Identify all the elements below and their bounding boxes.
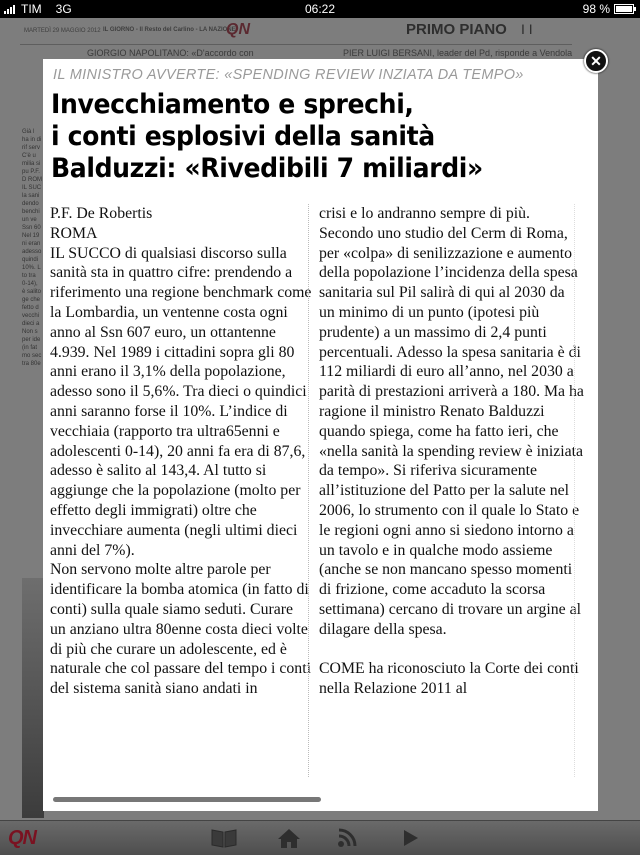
battery-percent: 98 % xyxy=(582,2,610,16)
battery-fill xyxy=(616,6,632,12)
background-photo xyxy=(22,578,44,818)
side-column-text: Già l ha in di rif serv C'è u milia si pu P.F. D ROM IL SUC la sani dendo benchi un ve Ssn 60 Nel 19 ni eran adesso quindi 10%. L to tra 0-14), è salito ge che fetto d vecchi dieci a Non s per ide (in fat mo sec tra 80e xyxy=(22,129,42,367)
home-icon[interactable] xyxy=(276,827,302,855)
article-column-1 xyxy=(50,204,312,699)
article-paragraph: COME ha riconosciuto la Corte dei conti nella Relazione 2011 al xyxy=(319,660,579,698)
qn-logo[interactable]: QN xyxy=(8,827,36,849)
teaser-right: PIER LUIGI BERSANI, leader del Pd, risponde a Vendola xyxy=(343,48,573,58)
close-icon: ✕ xyxy=(590,53,602,69)
battery-icon xyxy=(614,4,634,14)
status-bar xyxy=(0,0,640,18)
horizontal-scrollbar[interactable] xyxy=(53,797,321,802)
article-headline xyxy=(51,89,553,185)
book-icon[interactable] xyxy=(210,827,238,855)
article-column-2 xyxy=(319,204,584,699)
headline-line: Invecchiamento e sprechi, xyxy=(51,89,414,120)
headline-line: i conti esplosivi della sanità xyxy=(51,121,435,152)
article-paragraph: Non servono molte altre parole per identificare la bomba atomica (in fatto di conti) sulla quale siamo seduti. Curare un anziano ultra 80enne costa dieci volte di più che curare un adolescente, ed è naturale che col passare del tempo i conti del sistema sanità siano andati in xyxy=(50,561,311,698)
section-title: PRIMO PIANO xyxy=(406,21,507,38)
newspaper-logo: QN xyxy=(226,21,250,38)
article-paragraph: crisi e lo andranno sempre di più. Secondo uno studio del Cerm di Roma, per «colpa» di senilizzazione e aumento della popolazione l’incidenza della spesa sanitaria sul Pil salirà di qui al 2030 da un minimo di un punto (ipotesi più prudente) a un massimo di 2,4 punti percentuali. Adesso la spesa sanitaria è di 112 miliardi di euro all’anno, nel 2030 a parità di prestazioni arriverà a 180. Ma ha ragione il ministro Renato Balduzzi quando spiega, come ha fatto ieri, che «nella sanità la spending review è iniziata da tempo». Si riferiva sicuramente all’istituzione del Patto per la salute nel 2006, lo strumento con il quale lo Stato e le regioni ogni anno si siedono intorno a un tavolo e in qualche modo assieme (anche se non mancano spesso momenti di frizione, come accaduto la scorsa settimana) cercano di trovare un argine al dilagare della spesa. xyxy=(319,205,584,638)
section-mark: I I xyxy=(521,21,533,37)
carrier: TIM xyxy=(21,2,42,16)
newspaper-titles: IL GIORNO - Il Resto del Carlino - LA NAZIONE xyxy=(103,27,236,33)
newspaper-date: MARTEDÌ 29 MAGGIO 2012 xyxy=(24,28,101,34)
article-kicker: IL MINISTRO AVVERTE: «SPENDING REVIEW INZIATA DA TEMPO» xyxy=(53,67,524,83)
clock: 06:22 xyxy=(304,2,336,16)
column-divider xyxy=(308,204,309,777)
article-modal xyxy=(43,59,598,811)
headline-line: Balduzzi: «Rivedibili 7 miliardi» xyxy=(51,153,483,184)
teaser-left: GIORGIO NAPOLITANO: «D'accordo con xyxy=(87,48,254,58)
close-button[interactable] xyxy=(584,49,608,73)
newspaper-header xyxy=(0,18,640,46)
rss-icon[interactable] xyxy=(336,827,360,855)
header-rule xyxy=(20,44,572,45)
network-type: 3G xyxy=(55,2,72,16)
column-divider xyxy=(574,204,575,777)
play-icon[interactable] xyxy=(402,827,420,855)
article-author: P.F. De Robertis xyxy=(50,205,153,222)
article-dateline: ROMA xyxy=(50,224,98,242)
article-paragraph: IL SUCCO di qualsiasi discorso sulla sanità sta in quattro cifre: prendendo a riferimento una regione benchmark come la Lombardia, un ventenne costa ogni anno al Ssn 607 euro, un ottantenne 4.939. Nel 1989 i cittadini sopra gli 80 anni erano il 3,1% della popolazione, adesso sono il 5,6%. Tra dieci o quindici anni saranno forse il 10%. L’indice di vecchiaia (rapporto tra ultra65enni e adolescenti 0-14), 20 anni fa era di 87,6, adesso è salito al 143,4. Al tutto si aggiunge che la popolazione (molto per effetto degli immigrati) oltre che invecchiare aumenta (negli ultimi dieci anni del 7%). xyxy=(50,244,312,559)
bottom-toolbar xyxy=(0,820,640,855)
